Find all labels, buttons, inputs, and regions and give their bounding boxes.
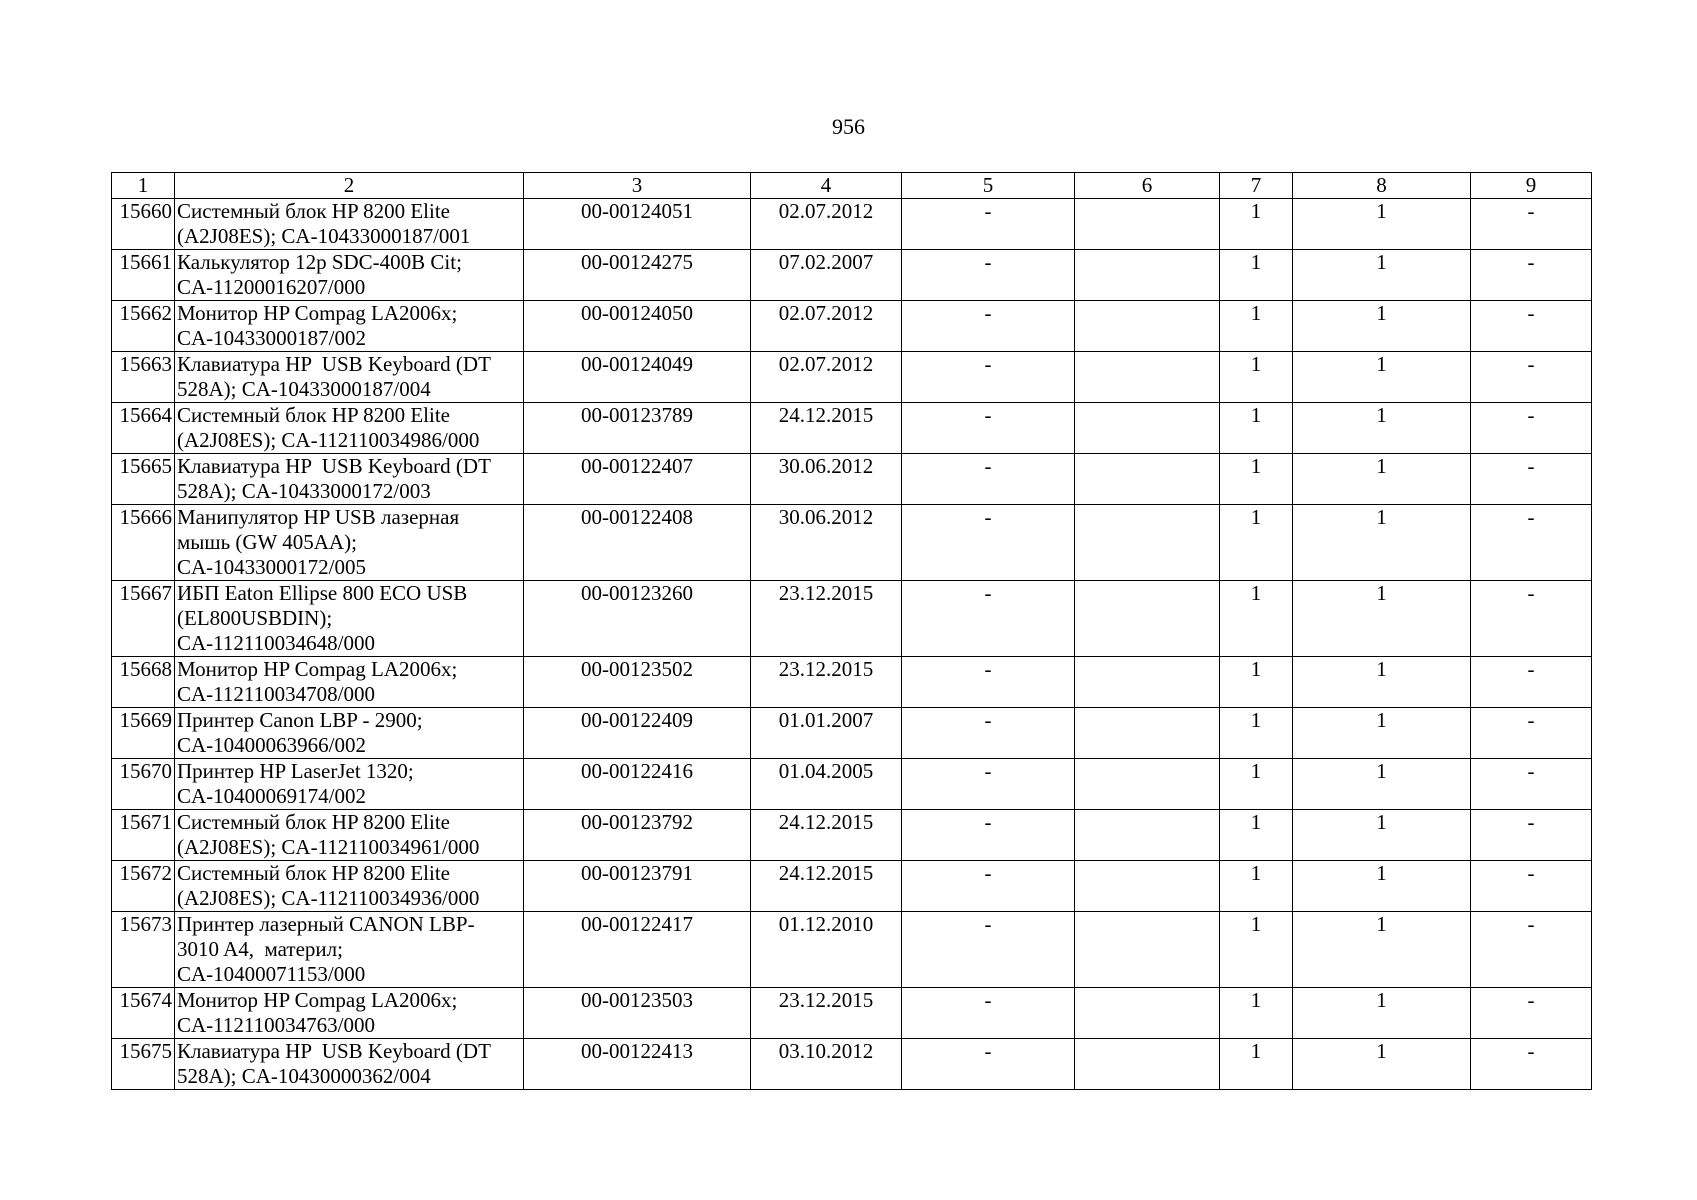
cell-date: 01.12.2010 <box>751 912 902 988</box>
cell-item-name: Калькулятор 12р SDC-400B Cit; CA-11200016207/000 <box>175 250 524 301</box>
page-number: 956 <box>832 114 865 139</box>
cell-col6 <box>1075 403 1220 454</box>
cell-col6 <box>1075 199 1220 250</box>
cell-item-number: 15673 <box>112 912 175 988</box>
cell-col5: - <box>902 708 1075 759</box>
cell-col6 <box>1075 759 1220 810</box>
cell-date: 02.07.2012 <box>751 301 902 352</box>
table-row <box>112 403 1592 454</box>
cell-col6 <box>1075 988 1220 1039</box>
cell-inventory-code: 00-00122416 <box>524 759 751 810</box>
cell-col8: 1 <box>1293 403 1471 454</box>
cell-col8: 1 <box>1293 657 1471 708</box>
cell-inventory-code: 00-00124275 <box>524 250 751 301</box>
inventory-table <box>111 172 1592 1090</box>
cell-col9: - <box>1471 1039 1592 1090</box>
cell-col5: - <box>902 199 1075 250</box>
cell-col8: 1 <box>1293 352 1471 403</box>
cell-col9: - <box>1471 581 1592 657</box>
cell-item-name: Принтер Canon LBP - 2900; CA-10400063966/002 <box>175 708 524 759</box>
cell-item-number: 15675 <box>112 1039 175 1090</box>
cell-col7: 1 <box>1220 657 1293 708</box>
cell-col7: 1 <box>1220 352 1293 403</box>
cell-inventory-code: 00-00123260 <box>524 581 751 657</box>
cell-col7: 1 <box>1220 199 1293 250</box>
cell-col8: 1 <box>1293 759 1471 810</box>
cell-col9: - <box>1471 199 1592 250</box>
column-header: 3 <box>524 173 751 199</box>
cell-col7: 1 <box>1220 301 1293 352</box>
cell-col5: - <box>902 403 1075 454</box>
cell-col6 <box>1075 301 1220 352</box>
cell-col7: 1 <box>1220 250 1293 301</box>
cell-col6 <box>1075 454 1220 505</box>
cell-item-name: Монитор HP Compag LA2006x; CA-112110034708/000 <box>175 657 524 708</box>
cell-col9: - <box>1471 505 1592 581</box>
cell-col5: - <box>902 454 1075 505</box>
cell-col7: 1 <box>1220 403 1293 454</box>
column-header: 1 <box>112 173 175 199</box>
cell-item-number: 15660 <box>112 199 175 250</box>
cell-col8: 1 <box>1293 301 1471 352</box>
table-row <box>112 1039 1592 1090</box>
cell-inventory-code: 00-00124051 <box>524 199 751 250</box>
cell-item-name: Монитор HP Compag LA2006x; CA-112110034763/000 <box>175 988 524 1039</box>
cell-col7: 1 <box>1220 708 1293 759</box>
cell-col9: - <box>1471 708 1592 759</box>
table-row <box>112 912 1592 988</box>
cell-col6 <box>1075 912 1220 988</box>
cell-col8: 1 <box>1293 250 1471 301</box>
cell-col8: 1 <box>1293 199 1471 250</box>
cell-col6 <box>1075 352 1220 403</box>
cell-item-name: Монитор HP Compag LA2006x; CA-10433000187/002 <box>175 301 524 352</box>
cell-col5: - <box>902 352 1075 403</box>
cell-item-name: Принтер HP LaserJet 1320; CA-10400069174/002 <box>175 759 524 810</box>
cell-col7: 1 <box>1220 861 1293 912</box>
cell-date: 23.12.2015 <box>751 581 902 657</box>
cell-col6 <box>1075 861 1220 912</box>
column-header: 6 <box>1075 173 1220 199</box>
table-row <box>112 199 1592 250</box>
table-row <box>112 759 1592 810</box>
cell-col7: 1 <box>1220 810 1293 861</box>
cell-col9: - <box>1471 810 1592 861</box>
cell-col5: - <box>902 657 1075 708</box>
cell-col8: 1 <box>1293 454 1471 505</box>
cell-inventory-code: 00-00123792 <box>524 810 751 861</box>
table-row <box>112 301 1592 352</box>
cell-col6 <box>1075 505 1220 581</box>
column-header: 7 <box>1220 173 1293 199</box>
cell-col6 <box>1075 581 1220 657</box>
cell-inventory-code: 00-00122417 <box>524 912 751 988</box>
cell-item-number: 15674 <box>112 988 175 1039</box>
cell-col6 <box>1075 708 1220 759</box>
cell-inventory-code: 00-00122413 <box>524 1039 751 1090</box>
cell-item-name: Системный блок HP 8200 Elite (A2J08ES); CA-112110034936/000 <box>175 861 524 912</box>
cell-date: 30.06.2012 <box>751 505 902 581</box>
table-row <box>112 505 1592 581</box>
cell-col6 <box>1075 1039 1220 1090</box>
cell-col7: 1 <box>1220 505 1293 581</box>
cell-inventory-code: 00-00123502 <box>524 657 751 708</box>
cell-col7: 1 <box>1220 912 1293 988</box>
cell-item-name: ИБП Eaton Ellipse 800 ECO USB (EL800USBDIN); CA-112110034648/000 <box>175 581 524 657</box>
cell-col5: - <box>902 912 1075 988</box>
cell-col8: 1 <box>1293 810 1471 861</box>
cell-item-name: Системный блок HP 8200 Elite (A2J08ES); CA-112110034961/000 <box>175 810 524 861</box>
cell-col8: 1 <box>1293 861 1471 912</box>
cell-date: 30.06.2012 <box>751 454 902 505</box>
cell-col9: - <box>1471 759 1592 810</box>
cell-col8: 1 <box>1293 708 1471 759</box>
cell-col9: - <box>1471 988 1592 1039</box>
cell-col5: - <box>902 1039 1075 1090</box>
cell-item-number: 15662 <box>112 301 175 352</box>
table-row <box>112 810 1592 861</box>
cell-item-name: Системный блок HP 8200 Elite (A2J08ES); CA-112110034986/000 <box>175 403 524 454</box>
cell-col9: - <box>1471 454 1592 505</box>
cell-col8: 1 <box>1293 505 1471 581</box>
table-row <box>112 352 1592 403</box>
cell-item-number: 15667 <box>112 581 175 657</box>
cell-col6 <box>1075 250 1220 301</box>
column-header: 4 <box>751 173 902 199</box>
cell-col9: - <box>1471 657 1592 708</box>
cell-col9: - <box>1471 403 1592 454</box>
cell-item-number: 15665 <box>112 454 175 505</box>
cell-item-name: Манипулятор HP USB лазерная мышь (GW 405AA); CA-10433000172/005 <box>175 505 524 581</box>
cell-item-name: Принтер лазерный CANON LBP- 3010 A4, материл; CA-10400071153/000 <box>175 912 524 988</box>
cell-item-number: 15661 <box>112 250 175 301</box>
table-body <box>112 199 1592 1090</box>
cell-date: 24.12.2015 <box>751 403 902 454</box>
cell-inventory-code: 00-00122409 <box>524 708 751 759</box>
table-row <box>112 250 1592 301</box>
cell-inventory-code: 00-00124050 <box>524 301 751 352</box>
table-row <box>112 861 1592 912</box>
cell-col7: 1 <box>1220 759 1293 810</box>
cell-item-name: Клавиатура HP USB Keyboard (DT 528A); CA-10433000172/003 <box>175 454 524 505</box>
cell-col7: 1 <box>1220 581 1293 657</box>
cell-col7: 1 <box>1220 454 1293 505</box>
cell-col8: 1 <box>1293 1039 1471 1090</box>
cell-date: 01.04.2005 <box>751 759 902 810</box>
table-row <box>112 988 1592 1039</box>
cell-date: 03.10.2012 <box>751 1039 902 1090</box>
cell-item-name: Клавиатура HP USB Keyboard (DT 528A); CA-10433000187/004 <box>175 352 524 403</box>
cell-col9: - <box>1471 912 1592 988</box>
cell-item-number: 15666 <box>112 505 175 581</box>
cell-date: 24.12.2015 <box>751 861 902 912</box>
cell-date: 24.12.2015 <box>751 810 902 861</box>
cell-col5: - <box>902 505 1075 581</box>
cell-inventory-code: 00-00123503 <box>524 988 751 1039</box>
cell-item-number: 15664 <box>112 403 175 454</box>
cell-col9: - <box>1471 250 1592 301</box>
table-row <box>112 581 1592 657</box>
cell-date: 23.12.2015 <box>751 988 902 1039</box>
table-row <box>112 657 1592 708</box>
cell-item-number: 15671 <box>112 810 175 861</box>
cell-inventory-code: 00-00123789 <box>524 403 751 454</box>
cell-item-number: 15669 <box>112 708 175 759</box>
cell-col5: - <box>902 301 1075 352</box>
cell-col5: - <box>902 759 1075 810</box>
cell-inventory-code: 00-00122407 <box>524 454 751 505</box>
cell-col6 <box>1075 810 1220 861</box>
cell-date: 07.02.2007 <box>751 250 902 301</box>
cell-date: 23.12.2015 <box>751 657 902 708</box>
cell-item-number: 15670 <box>112 759 175 810</box>
cell-col5: - <box>902 988 1075 1039</box>
cell-item-name: Системный блок HP 8200 Elite (A2J08ES); CA-10433000187/001 <box>175 199 524 250</box>
column-header: 2 <box>175 173 524 199</box>
cell-item-number: 15672 <box>112 861 175 912</box>
cell-date: 02.07.2012 <box>751 352 902 403</box>
cell-item-number: 15668 <box>112 657 175 708</box>
cell-col7: 1 <box>1220 988 1293 1039</box>
column-header: 8 <box>1293 173 1471 199</box>
cell-col6 <box>1075 657 1220 708</box>
cell-date: 02.07.2012 <box>751 199 902 250</box>
cell-inventory-code: 00-00123791 <box>524 861 751 912</box>
cell-col9: - <box>1471 301 1592 352</box>
cell-col7: 1 <box>1220 1039 1293 1090</box>
cell-item-name: Клавиатура HP USB Keyboard (DT 528A); CA-10430000362/004 <box>175 1039 524 1090</box>
cell-col8: 1 <box>1293 581 1471 657</box>
cell-col8: 1 <box>1293 988 1471 1039</box>
table-row <box>112 708 1592 759</box>
cell-inventory-code: 00-00124049 <box>524 352 751 403</box>
cell-col5: - <box>902 861 1075 912</box>
cell-col9: - <box>1471 861 1592 912</box>
cell-col5: - <box>902 581 1075 657</box>
column-header: 5 <box>902 173 1075 199</box>
cell-col8: 1 <box>1293 912 1471 988</box>
cell-col5: - <box>902 250 1075 301</box>
cell-item-number: 15663 <box>112 352 175 403</box>
header-row <box>112 173 1592 199</box>
cell-col5: - <box>902 810 1075 861</box>
cell-inventory-code: 00-00122408 <box>524 505 751 581</box>
column-header: 9 <box>1471 173 1592 199</box>
cell-date: 01.01.2007 <box>751 708 902 759</box>
table-row <box>112 454 1592 505</box>
cell-col9: - <box>1471 352 1592 403</box>
